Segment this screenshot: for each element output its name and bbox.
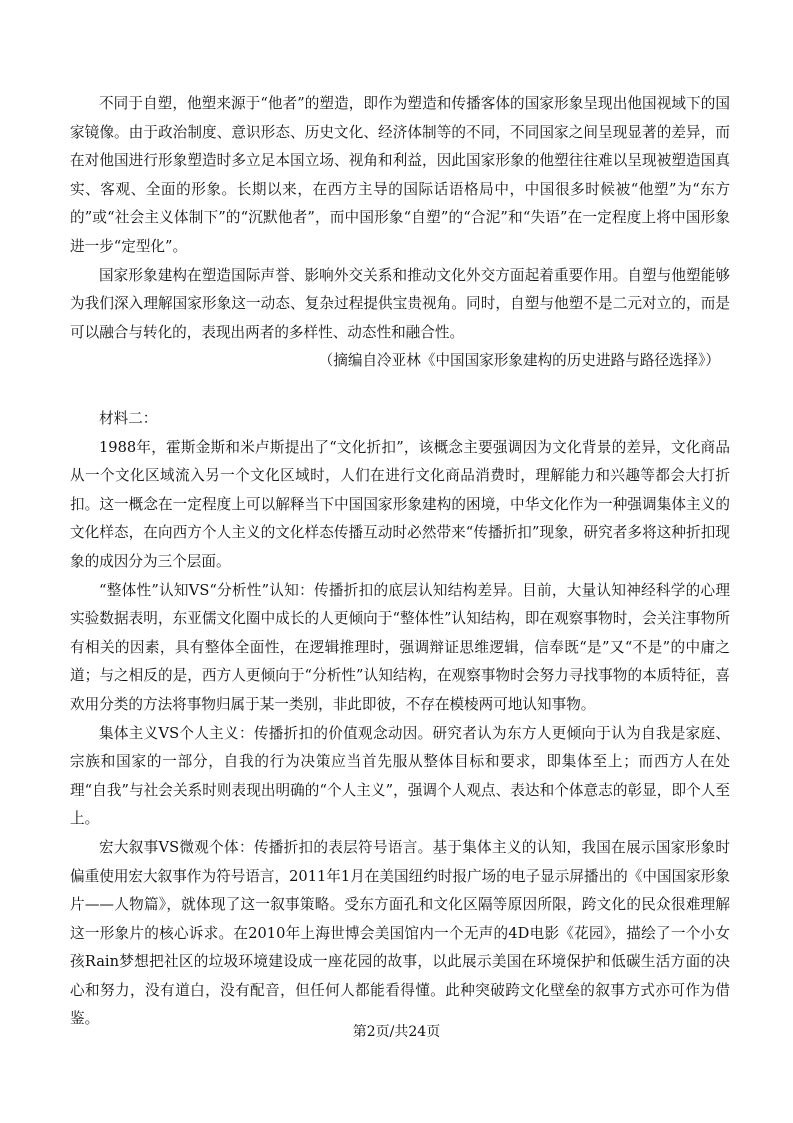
paragraph-image-construction: 国家形象建构在塑造国际声誉、影响外交关系和推动文化外交方面起着重要作用。自塑与他塑能够为我们深入理解国家形象这一动态、复杂过程提供宝贵视角。同时，自塑与他塑不是二元对立的，而是可以融合与转化的，表现出两者的多样性、动态性和融合性。 xyxy=(70,266,730,341)
paragraph-holistic-vs-analytic: “整体性”认知VS“分析性”认知：传播折扣的底层认知结构差异。目前，大量认知神经科学的心理实验数据表明，东亚儒文化圈中成长的人更倾向于“整体性”认知结构，即在观察事物时，会关注事物所有相关的因素，具有整体全面性，在逻辑推理时，强调辩证思维逻辑，信奉既“是”又“不是”的中庸之道；与之相反的是，西方人更倾向于“分析性”认知结构，在观察事物时会努力寻找事物的本质特征，喜欢用分类的方法将事物归属于某一类别，非此即彼，不存在模棱两可地认知事物。 xyxy=(70,581,730,713)
page-footer: 第2页/共24页 xyxy=(352,1024,441,1040)
paragraph-grand-narrative-vs-micro: 宏大叙事VS微观个体：传播折扣的表层符号语言。基于集体主义的认知，我国在展示国家形象时偏重使用宏大叙事作为符号语言，2011年1月在美国纽约时报广场的电子显示屏播出的《中国国家形象片——人物篇》，就体现了这一叙事策略。受东方面孔和文化区隔等原因所限，跨文化的民众很难理解这一形象片的核心诉求。在2010年上海世博会美国馆内一个无声的4D电影《花园》，描绘了一个小女孩Rain梦想把社区的垃圾环境建设成一座花园的故事，以此展示美国在环境保护和低碳生活方面的决心和努力，没有道白，没有配音，但任何人都能看得懂。此种突破跨文化壁垒的叙事方式亦可作为借鉴。 xyxy=(70,838,730,1028)
paragraph-collectivism-vs-individualism: 集体主义VS个人主义：传播折扣的价值观念动因。研究者认为东方人更倾向于认为自我是家庭、宗族和国家的一部分，自我的行为决策应当首先服从整体目标和要求，即集体至上；而西方人在处理“自我”与社会关系时则表现出明确的“个人主义”，强调个人观点、表达和个体意志的彰显，即个人至上。 xyxy=(70,724,730,828)
paragraph-cultural-discount: 1988年，霍斯金斯和米卢斯提出了“文化折扣”，该概念主要强调因为文化背景的差异，文化商品从一个文化区域流入另一个文化区域时，人们在进行文化商品消费时，理解能力和兴趣等都会大打折扣。这一概念在一定程度上可以解释当下中国国家形象建构的困境，中华文化作为一种强调集体主义的文化样态，在向西方个人主义的文化样态传播互动时必然带来“传播折扣”现象，研究者多将这种折扣现象的成因分为三个层面。 xyxy=(70,438,730,570)
source-citation: （摘编自冷亚林《中国国家形象建构的历史进路与路径选择》） xyxy=(318,352,720,370)
material-two-heading: 材料二： xyxy=(99,410,158,427)
paragraph-other-shaping: 不同于自塑，他塑来源于“他者”的塑造，即作为塑造和传播客体的国家形象呈现出他国视域下的国家镜像。由于政治制度、意识形态、历史文化、经济体制等的不同，不同国家之间呈现显著的差异，而在对他国进行形象塑造时多立足本国立场、视角和利益，因此国家形象的他塑往往难以呈现被塑造国真实、客观、全面的形象。长期以来，在西方主导的国际话语格局中，中国很多时候被“他塑”为“东方的”或“社会主义体制下”的“沉默他者”，而中国形象“自塑”的“合泥”和“失语”在一定程度上将中国形象进一步“定型化”。 xyxy=(70,95,730,255)
material-two xyxy=(70,405,730,1034)
material-one-continued xyxy=(70,90,730,376)
